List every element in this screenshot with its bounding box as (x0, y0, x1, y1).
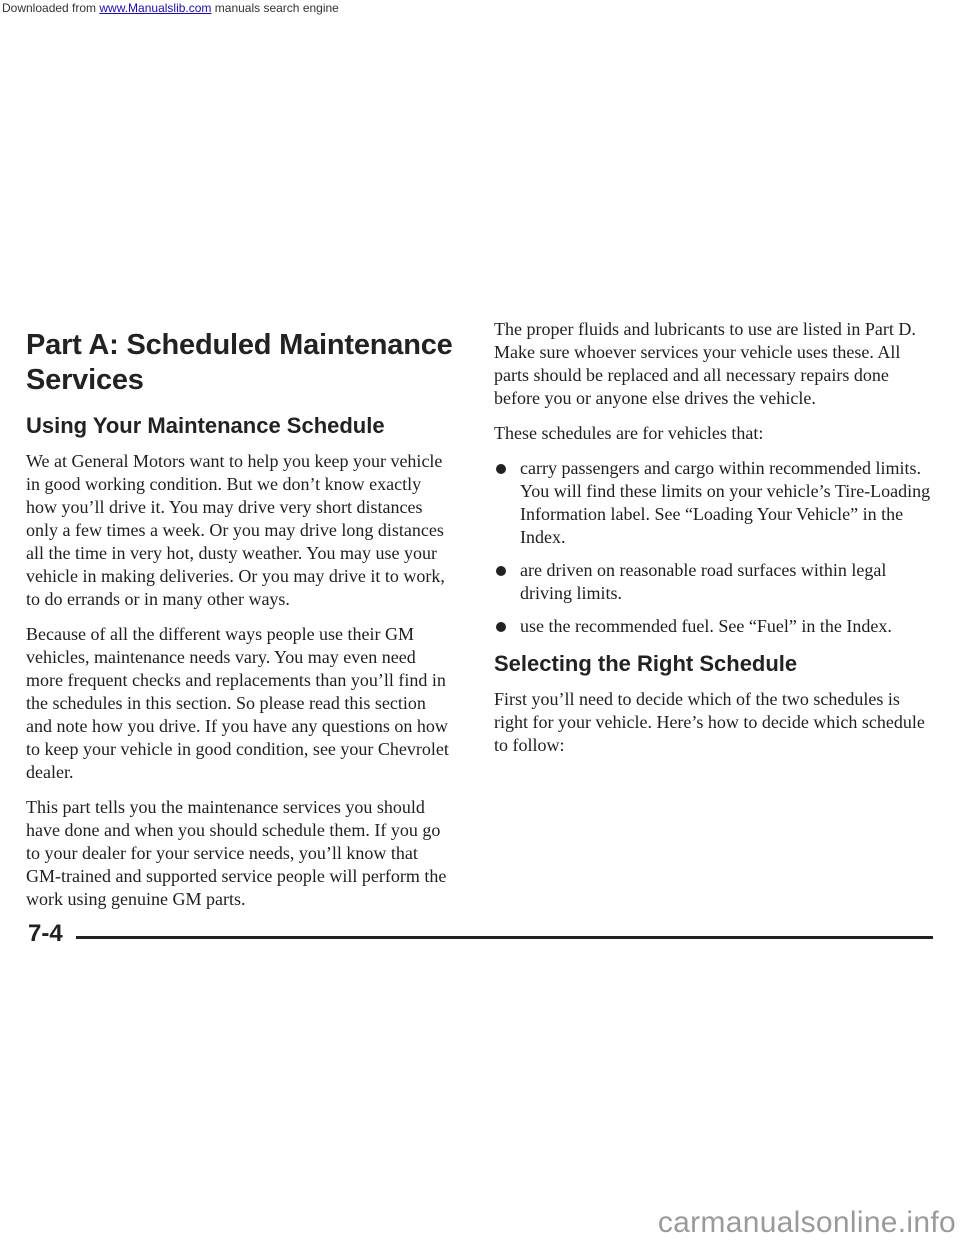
list-item (494, 615, 934, 638)
page-number: 7-4 (28, 920, 63, 947)
paragraph-maintenance-needs: Because of all the different ways people use their GM vehicles, maintenance needs vary. You may even need more frequent checks and replacements than you’ll find in the schedules in this section. So please read this section and note how you drive. If you have any questions on how to keep your vehicle in good condition, see your Chevrolet dealer. (26, 624, 449, 782)
footer-rule (76, 936, 933, 939)
list-item (494, 559, 934, 605)
bullet-icon (496, 622, 506, 632)
right-column (494, 318, 934, 769)
list-item-text: carry passengers and cargo within recommended limits. You will find these limits on your vehicle’s Tire-Loading Information label. See “Loading Your Vehicle” in the Index. (520, 458, 931, 547)
list-item-text: use the recommended fuel. See “Fuel” in the Index. (520, 616, 892, 636)
page-title (26, 328, 456, 398)
left-column (26, 318, 456, 923)
section-heading-using-schedule: Using Your Maintenance Schedule (26, 413, 385, 438)
paragraph-intro: We at General Motors want to help you keep your vehicle in good working condition. But we don’t know exactly how you’ll drive it. You may drive very short distances only a few times a week. Or you may drive long distances all the time in very hot, dusty weather. You may use your vehicle in making deliveries. Or you may drive it to work, to do errands or in many other ways. (26, 451, 445, 609)
paragraph-schedules-intro: These schedules are for vehicles that: (494, 423, 764, 443)
watermark-prefix: Downloaded from (2, 1, 100, 15)
section-heading-selecting-schedule: Selecting the Right Schedule (494, 651, 798, 676)
site-watermark: carmanualsonline.info (657, 1206, 956, 1239)
page-footer (28, 920, 933, 960)
paragraph-services: This part tells you the maintenance services you should have done and when you should schedule them. If you go to your dealer for your service needs, you’ll know that GM-trained and supported service people will perform the work using genuine GM parts. (26, 797, 447, 909)
paragraph-fluids: The proper fluids and lubricants to use are listed in Part D. Make sure whoever services your vehicle uses these. All parts should be replaced and all necessary repairs done before you or anyone else drives the vehicle. (494, 319, 916, 408)
paragraph-selecting: First you’ll need to decide which of the two schedules is right for your vehicle. Here’s how to decide which schedule to follow: (494, 689, 925, 755)
download-watermark (0, 0, 960, 18)
list-item-text: are driven on reasonable road surfaces within legal driving limits. (520, 560, 887, 603)
bullet-icon (496, 566, 506, 576)
vehicle-conditions-list (494, 457, 934, 638)
watermark-suffix: manuals search engine (211, 1, 339, 15)
page-title-line-1: Part A: Scheduled Maintenance (26, 329, 453, 361)
page-title-line-2: Services (26, 364, 144, 396)
list-item (494, 457, 934, 549)
bullet-icon (496, 464, 506, 474)
manualslib-link[interactable]: www.Manualslib.com (99, 1, 212, 15)
